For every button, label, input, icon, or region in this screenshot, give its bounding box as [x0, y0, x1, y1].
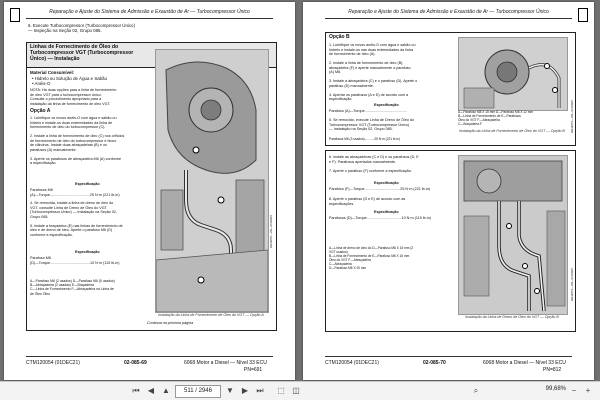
option-b-spec-2: Parafuso (F)—Torque...................................25 N·m (221 lb-in): [329, 187, 431, 191]
footer-rule: [26, 356, 273, 357]
steps-1-3: 1. Lubrifique os novos anéis-O com água e sabão ou hidrelo e instale-os duas extremidades da linha de fornecimento de óleo do turbocompressor (C). 2. Instale a linha de fornecimento de óleo (C) nos orifícios de fornecimento de óleo do turbocompressor e bloco de cilindros. Instale duas abraçadeiras (B) e os parafusos (A) manualmente. 3. Aperte os parafusos de abraçadeira M6 (A) conforme a especificação.: [30, 116, 125, 165]
footer-engine: 6068 Motor a Diesel — Nível 33 ECU: [184, 360, 267, 366]
image-code-1: RG41873—UN—01JAN15: [570, 99, 574, 133]
spec-2-head: Especificação: [75, 250, 100, 254]
note-text: NOTA: Há duas opções para a linha de fornecimento de óleo VGT para o turbocompressor único. Consulte o procedimento apropriado para a instalação da linha de fornecimento de óleo VGT.: [30, 88, 117, 106]
option-a-title: Opção A: [30, 108, 51, 114]
footer-pn: PN=812: [543, 366, 562, 373]
option-b-legend-2: A—Linha de dreno de óleo do D—Parafuso M8 X 16 mm (2 VGT usados) B—Linha de Fornecimento de E—Parafuso M6 X 16 mm Óleo do VGT F—Abraçadeira C—Abraçadeira D—Parafuso M6 X 20 mm: [329, 246, 414, 270]
header-rule: [325, 18, 572, 19]
zoom-icon[interactable]: ⌕: [473, 386, 479, 395]
legend-left: A—Parafuso M6 (2 usados) D—Parafuso M6 (5 usados) B—Abraçadeira (2 usadas) E—Braçadeira C—Linha de Fornecimento F—Abraçadeira na Linha de de Óleo Óleo: [30, 279, 115, 296]
option-b-steps-6-7: 6. Instale as abraçadeiras (C e D) e os parafusos (D, E e F). Parafusos apertados manualmente. 7. Aperte o parafuso (F) conforme a especificação.: [329, 155, 419, 173]
crop-mark: [578, 8, 588, 22]
page-right: [303, 2, 594, 380]
caption-option-a: Instalação da Linha de Fornecimento de Óleo do VGT — Opção A: [158, 313, 264, 317]
spec-1: Parafusos M6 (A)—Torque.......................................25 N·m (221 lb-in): [30, 188, 120, 197]
drain-line-illustration: [458, 155, 568, 315]
steps-4-5: 4. Se removida, instale a linha de dreno de óleo do VGT, consulte Linha de Dreno de Óleo do VGT (Turbocompressor Único) — Instalação na Seção 02, Grupo 085. 5. Instale a braçadeira (E) nas linhas de fornecimento de óleo e de dreno de óleo. Aperte o parafuso M6 (D) conforme a especificação.: [30, 201, 123, 237]
zoom-out-icon[interactable]: −: [571, 386, 577, 395]
image-code: RG41870—UN—01JAN15: [269, 214, 273, 248]
footer-page-number: 02-085-70: [423, 360, 446, 366]
option-b-spec-2-head: Especificação: [374, 181, 399, 185]
option-b-title: Opção B: [329, 34, 350, 40]
footer-rule: [325, 356, 572, 357]
scroll-up-icon[interactable]: ▲: [162, 386, 170, 395]
caption-option-b-2: Instalação da Linha de Dreno de Óleo do VGT — Opção B: [465, 315, 559, 319]
footer-doc-id: CTM120054 (01DEC21): [325, 360, 379, 366]
spec-2: Parafuso M6 (D)—Torque.......................................10 N·m (115 lb-in): [30, 256, 120, 265]
material-label: Material Consumível:: [30, 70, 75, 75]
engine-illustration-option-a: [155, 49, 269, 313]
footer-pn: PN=691: [244, 366, 263, 373]
image-code-2: RG41874—UN—01JAN15: [570, 267, 574, 301]
materials-list: • Hidrelo ou Solução de Água e Sabão • Anéis-O: [32, 76, 108, 87]
first-page-icon[interactable]: ⏮: [132, 386, 140, 395]
spec-1-head: Especificação: [75, 182, 100, 186]
next-page-icon[interactable]: ▶: [241, 386, 249, 395]
footer-page-number: 02-085-69: [124, 360, 147, 366]
fit-page-icon[interactable]: ⬚: [277, 386, 285, 395]
page-left: [4, 2, 295, 380]
scroll-down-icon[interactable]: ▼: [226, 386, 234, 395]
drain-line-drawing: [459, 156, 567, 314]
page-header: Reparação e Ajuste do Sistema de Admissão e Exaustão de Ar — Turbocompressor Único: [348, 9, 549, 15]
option-b-spec-1-values: Parafusos M6 (3 usados)...........25 N·m (221 lb-in): [329, 137, 401, 141]
procedure-box: [26, 42, 277, 331]
two-page-icon[interactable]: ◫: [292, 386, 300, 395]
engine-drawing: [156, 50, 268, 312]
zoom-in-icon[interactable]: +: [585, 386, 591, 395]
option-b-spec-1: Parafuso (A)—Torque......................................... 5. Se removido, execute Linha de Dreno de Óleo do Turbocompressor VGT (Turbocompressor Único) — Instalação na Seção 02, Grupo 085.: [329, 109, 415, 131]
option-b-box-2: [325, 150, 576, 332]
header-rule: [26, 18, 273, 19]
turbo-drawing: [459, 38, 567, 110]
zoom-level[interactable]: 99,68%: [545, 386, 566, 392]
viewer-toolbar: [0, 381, 600, 400]
page-header: Reparação e Ajuste do Sistema de Admissão e Exaustão de Ar — Turbocompressor Único: [49, 9, 250, 15]
box-footer: Continua na próxima página: [147, 321, 194, 325]
option-b-box-1: [325, 32, 576, 146]
option-b-legend-1: A—Parafuso M8 X 15 mm D—Parafuso M8 X 12 mm B—Linha de Fornecimento de E—Parafusos Óleo do VGT F—Abraçadeira C—Braçadeira-F: [458, 110, 534, 126]
option-b-spec-3-head: Especificação: [374, 210, 399, 214]
crop-mark: [10, 8, 20, 22]
footer-engine: 6068 Motor a Diesel — Nível 33 ECU: [483, 360, 566, 366]
page-number-input[interactable]: 511 / 2946: [175, 385, 221, 398]
last-page-icon[interactable]: ⏭: [256, 386, 264, 395]
caption-option-b-1: Instalação da Linha de Fornecimento de Óleo do VGT — Opção B: [459, 129, 565, 133]
step-6-text: 6. Execute Turbocompressor (Turbocompressor Único) — Inspeção na Seção 02, Grupo 085.: [28, 23, 135, 34]
option-b-spec-1-head: Especificação: [374, 103, 399, 107]
footer-doc-id: CTM120054 (01DEC21): [26, 360, 80, 366]
option-b-steps-1-4: 1. Lubrifique os novos anéis-O com água e sabão ou hidrelo e instale-os nas duas extremidades da linha de fornecimento de óleo (A). 2. Instale a linha de fornecimento de óleo (B), abraçadeira (F) e aperte manualmente o parafuso (A) M8. 3. Instale a abraçadeira (C) e o parafuso (D). Aperte o parafuso (D) manualmente. 4. Apertar os parafusos (A e D) de acordo com a especificação.: [329, 43, 418, 101]
turbo-illustration-option-b: [458, 37, 568, 111]
previous-page-icon[interactable]: ◀: [147, 386, 155, 395]
option-b-step-8: 8. Aperte o parafuso (D e E) de acordo com as especificações.: [329, 197, 406, 206]
section-title: Linhas de Fornecimento de Óleo do Turbocompressor VGT (Turbocompressor Único) — Instalação: [30, 44, 134, 63]
option-b-spec-3: Parafusos (D)—Torque..................................10 N·m (115 lb-in): [329, 216, 431, 220]
